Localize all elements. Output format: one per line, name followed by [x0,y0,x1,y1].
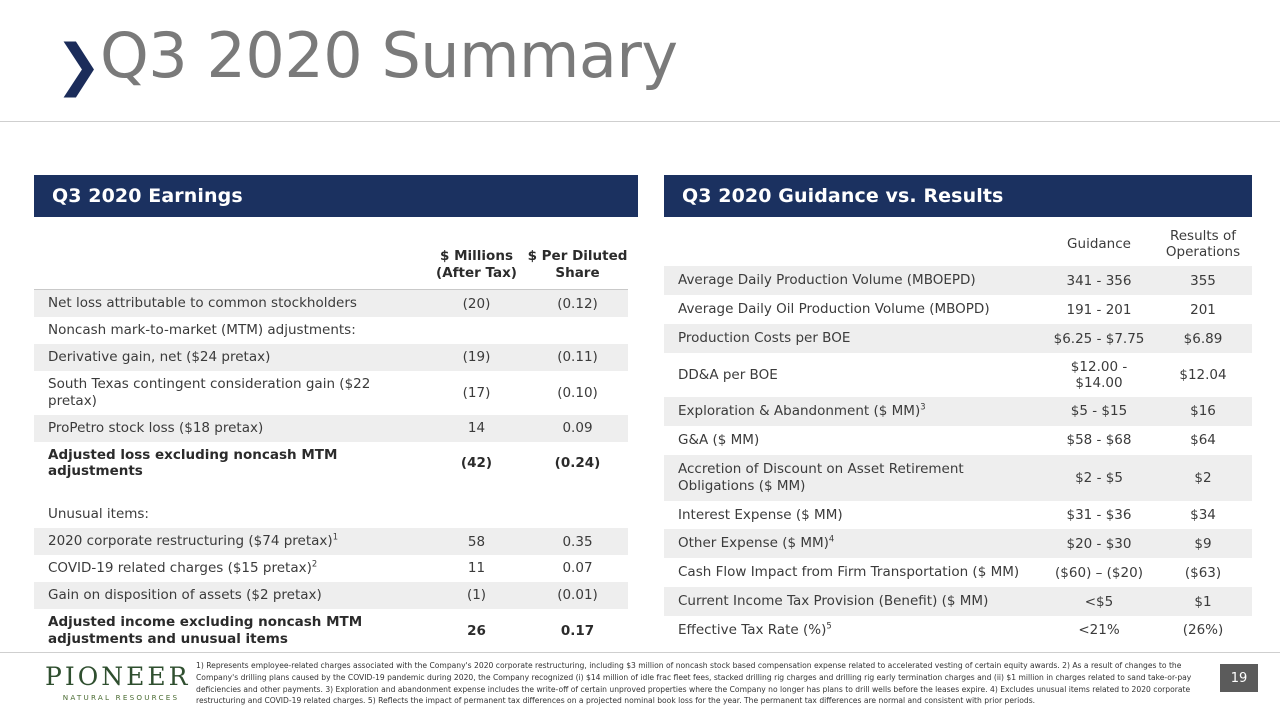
row-label: 2020 corporate restructuring ($74 pretax)$^1$ [34,528,426,555]
row-value-guidance: 341 - 356 [1044,266,1154,295]
row-value-guidance: $31 - $36 [1044,501,1154,530]
table-row [34,555,628,582]
table-row [664,455,1252,501]
row-label: Unusual items: [34,501,426,528]
earnings-table-head [34,248,628,290]
table-row [34,317,628,344]
row-label: Other Expense ($ MM)$^4$ [664,529,1044,558]
earnings-table-body [34,290,628,653]
table-row [34,442,628,486]
row-label: G&A ($ MM) [664,426,1044,455]
row-label: Adjusted income excluding noncash MTM adjustments and unusual items [34,609,426,653]
row-label: ProPetro stock loss ($18 pretax) [34,415,426,442]
row-label: Average Daily Oil Production Volume (MBOPD) [664,295,1044,324]
row-value-millions [426,317,527,344]
guidance-header-guidance-line2: Guidance [1067,236,1131,253]
row-value-per-share [527,317,628,344]
row-value-per-share: 0.35 [527,528,628,555]
table-header-row [664,228,1252,266]
table-row [664,353,1252,397]
earnings-header-pershare-line1: $ Per Diluted [527,248,628,264]
company-logo [45,664,195,702]
row-value-per-share: (0.01) [527,582,628,609]
row-label: Exploration & Abandonment ($ MM)$^3$ [664,397,1044,426]
logo-tagline: NATURAL RESOURCES [62,693,180,702]
row-value-per-share: 0.17 [527,609,628,653]
footnotes: 1) Represents employee-related charges associated with the Company's 2020 corporate restructuring, including $3 million of noncash stock based compensation expense related to accelerated vesting of certain equity awards. 2) As a result of changes to the Company's drilling plans caused by the COVID-19 pandemic during 2020, the Company recognized (i) $14 million of idle frac fleet fees, stacked drilling rig charges and drilling rig early termination charges and (ii) $1 million in charges related to sand take-or-pay deficiencies and other payments. 3) Exploration and abandonment expense includes the write-off of certain unproved properties where the Company no longer has plans to drill wells before the leases expire. 4) Excludes unusual items related to 2020 corporate restructuring and COVID-19 related charges. 5) Reflects the impact of permanent tax differences on a projected nominal book loss for the year. The permanent tax differences are normal and consistent with prior periods. [196,661,1192,706]
row-value-millions [426,501,527,528]
guidance-header-results [1154,228,1252,266]
row-value-guidance: $20 - $30 [1044,529,1154,558]
footer-divider [0,652,1280,653]
row-label: Net loss attributable to common stockholders [34,290,426,317]
row-value-millions: 26 [426,609,527,653]
table-row [34,290,628,317]
table-row [34,528,628,555]
table-row [664,558,1252,587]
row-value-millions: (1) [426,582,527,609]
row-value-results: $1 [1154,587,1252,616]
earnings-header-millions [426,248,527,286]
row-value-results: ($63) [1154,558,1252,587]
footnote-marker: 1 [332,531,339,542]
row-value-per-share: (0.11) [527,344,628,371]
row-value-millions: (19) [426,344,527,371]
table-row [34,501,628,528]
guidance-header-guidance [1044,228,1154,266]
row-label: Average Daily Production Volume (MBOEPD) [664,266,1044,295]
table-row [34,582,628,609]
table-row [664,616,1252,645]
slide-header [0,0,1280,122]
row-value-millions: (42) [426,442,527,486]
row-value-results: $64 [1154,426,1252,455]
left-panel-title [34,175,638,217]
guidance-table [664,228,1252,645]
row-label: Interest Expense ($ MM) [664,501,1044,530]
row-value-results: $34 [1154,501,1252,530]
table-row [664,266,1252,295]
row-value-millions: (20) [426,290,527,317]
guidance-header-results-line1: Results of [1169,228,1237,244]
earnings-header-millions-line2: (After Tax) [436,264,517,281]
table-row [664,529,1252,558]
row-value-millions: (17) [426,371,527,415]
earnings-header-pershare [527,248,628,286]
row-value-per-share: (0.24) [527,442,628,486]
row-value-millions: 11 [426,555,527,582]
table-row [34,609,628,653]
table-header-row [34,248,628,286]
earnings-header-millions-line1: $ Millions [440,248,513,264]
footnote-marker: 5 [826,620,832,631]
row-value-guidance: $5 - $15 [1044,397,1154,426]
earnings-header-blank [34,248,426,286]
earnings-table [34,248,628,653]
table-row [34,415,628,442]
row-value-results: $6.89 [1154,324,1252,353]
row-value-guidance: $6.25 - $7.75 [1044,324,1154,353]
row-value-per-share [527,501,628,528]
logo-wordmark: PIONEER [45,662,191,691]
row-value-per-share: (0.12) [527,290,628,317]
table-row [664,295,1252,324]
row-value-results: $12.04 [1154,353,1252,397]
row-label: Effective Tax Rate (%)$^5$ [664,616,1044,645]
row-label: Production Costs per BOE [664,324,1044,353]
page-title: Q3 2020 Summary [100,19,678,92]
chevron-right-icon: ❯ [55,33,102,98]
earnings-header-pershare-line2: Share [555,264,600,281]
right-panel-title-text: Q3 2020 Guidance vs. Results [682,185,1004,207]
row-value-per-share: 0.09 [527,415,628,442]
row-label: Derivative gain, net ($24 pretax) [34,344,426,371]
table-row [34,371,628,415]
row-value-per-share: 0.07 [527,555,628,582]
row-label: COVID-19 related charges ($15 pretax)$^2$ [34,555,426,582]
slide-number-badge: 19 [1220,664,1258,692]
row-label: South Texas contingent consideration gain ($22 pretax) [34,371,426,415]
row-value-millions: 14 [426,415,527,442]
guidance-header-blank [664,228,1044,266]
table-row [664,397,1252,426]
row-value-results: $16 [1154,397,1252,426]
table-row [664,324,1252,353]
footnote-marker: 4 [828,533,835,544]
guidance-table-body [664,266,1252,645]
row-label: Noncash mark-to-market (MTM) adjustments: [34,317,426,344]
table-spacer-row [34,485,628,501]
row-value-guidance: $2 - $5 [1044,455,1154,501]
row-value-guidance: $12.00 - $14.00 [1044,353,1154,397]
row-label: Accretion of Discount on Asset Retirement Obligations ($ MM) [664,455,1044,501]
table-row [664,587,1252,616]
table-row [664,426,1252,455]
row-value-guidance: 191 - 201 [1044,295,1154,324]
row-label: Current Income Tax Provision (Benefit) ($ MM) [664,587,1044,616]
row-value-results: 201 [1154,295,1252,324]
row-value-results: 355 [1154,266,1252,295]
row-value-guidance: <21% [1044,616,1154,645]
guidance-header-results-line2: Operations [1165,244,1241,261]
table-row [664,501,1252,530]
row-value-guidance: <$5 [1044,587,1154,616]
footnote-marker: 3 [920,401,926,412]
row-value-results: $2 [1154,455,1252,501]
footnote-marker: 2 [311,558,318,569]
table-row [34,344,628,371]
row-value-per-share: (0.10) [527,371,628,415]
row-label: Adjusted loss excluding noncash MTM adjustments [34,442,426,486]
row-label: Gain on disposition of assets ($2 pretax) [34,582,426,609]
row-value-guidance: ($60) – ($20) [1044,558,1154,587]
row-value-results: $9 [1154,529,1252,558]
right-panel-title [664,175,1252,217]
row-value-results: (26%) [1154,616,1252,645]
row-label: DD&A per BOE [664,353,1044,397]
guidance-table-head [664,228,1252,266]
left-panel-title-text: Q3 2020 Earnings [52,185,243,207]
row-value-millions: 58 [426,528,527,555]
row-value-guidance: $58 - $68 [1044,426,1154,455]
row-label: Cash Flow Impact from Firm Transportation ($ MM) [664,558,1044,587]
